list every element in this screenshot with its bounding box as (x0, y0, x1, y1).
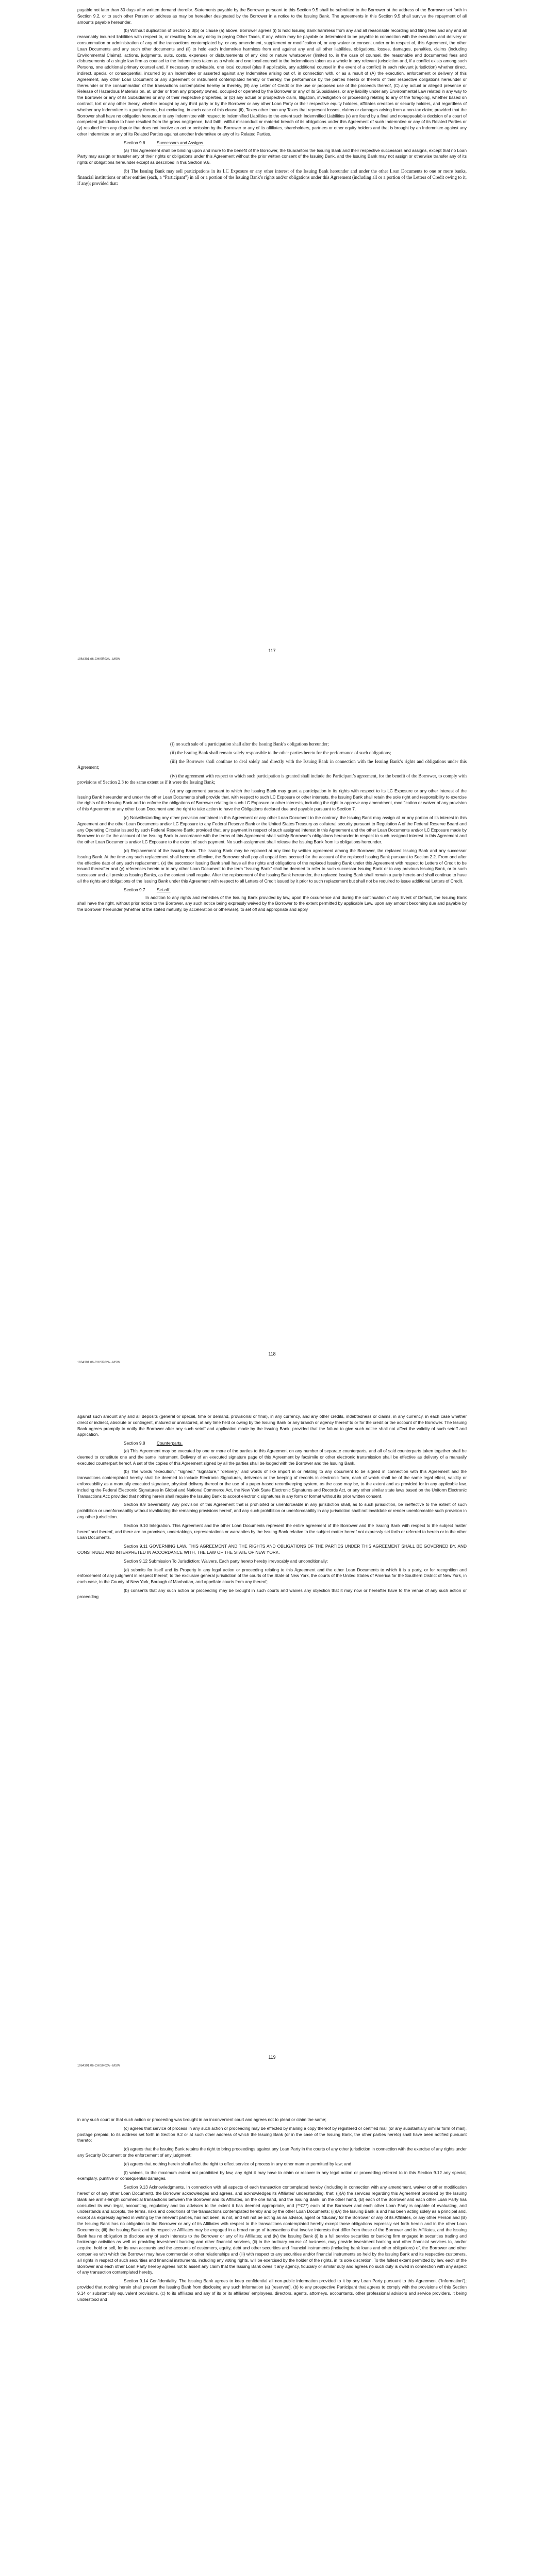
page-120 (0, 2110, 544, 2576)
page-number: 118 (268, 1351, 276, 1357)
paragraph: (i) no such sale of a participation shall alter the Issuing Bank’s obligations hereunder; (170, 741, 329, 747)
paragraph: (v) any agreement pursuant to which the Issuing Bank may grant a participation in its rights with respect to its LC Exposure or any other interest of the Issuing Bank hereunder and under the other Loan Documents shall provide that, with respect to such LC Exposure or other interests, the Issuing Bank shall retain the sole right and responsibility to exercise the rights of the Issuing Bank and to enforce the obligations of Borrower relating to such LC Exposure or other interests, including the right to approve any amendment, modification or waiver of any provision of this Agreement or any other Loan Document and the right to take action to have the Obligations declared due and payable pursuant to Section 7. (77, 788, 467, 812)
paragraph: (d) Replacement of the Issuing Bank. The Issuing Bank may be replaced at any time by written agreement among the Borrower, the replaced Issuing Bank and any successor Issuing Bank. At the time any such replacement shall become effective, the Borrower shall pay all unpaid fees accrued for the account of the replaced Issuing Bank pursuant to Section 2.2. From and after the effective date of any such replacement, (x) the successor Issuing Bank shall have all the rights and obligations of the replaced Issuing Bank under this Agreement with respect to Letters of Credit to be issued thereafter and (y) references herein or in any other Loan Document to the term “Issuing Bank” shall be deemed to refer to such successor Issuing Bank or to any previous Issuing Bank, or to such successor and all previous Issuing Banks, as the context shall require. After the replacement of the Issuing Bank hereunder, the replaced Issuing Bank shall remain a party hereto and shall continue to have all the rights and obligations of the Issuing Bank under this Agreement with respect to all Letters of Credit issued by it prior to such replacement but shall not be required to issue additional Letters of Credit. (77, 848, 467, 884)
paragraph: Section 9.10 Integration. This Agreement and the other Loan Documents represent the entire agreement of the Borrower and the Issuing Bank with respect to the subject matter hereof and thereof, and there are no promises, undertakings, representations or warranties by the Issuing Bank relative to the subject matter hereof not expressly set forth or referred to herein or in the other Loan Documents. (77, 1522, 467, 1540)
page-119 (0, 1406, 544, 2110)
paragraph: Section 9.12 Submission To Jurisdiction; Waivers. Each party hereto hereby irrevocably and unconditionally: (124, 1558, 328, 1564)
paragraph: (c) agrees that service of process in any such action or proceeding may be effected by mailing a copy thereof by registered or certified mail (or any substantially similar form of mail), postage prepaid, to its address set forth in Section 9.2 or at such other address of which the Issuing Bank (or in the case of the Issuing Bank, the other parties hereto) shall have been notified pursuant thereto; (77, 2125, 467, 2143)
paragraph: Section 9.14 Confidentiality. The Issuing Bank agrees to keep confidential all non-public information provided to it by any Loan Party pursuant to this Agreement (“Information”); provided that nothing herein shall prevent the Issuing Bank from disclosing any such Information (a) [reserved], (b) to any prospective Participant that agrees to comply with the provisions of this Section 9.14 or substantially equivalent provisions, (c) to its affiliates and any of its or its affiliates’ employees, directors, agents, attorneys, accountants, other professional advisors and service providers, it being understood and (77, 2278, 467, 2302)
paragraph: (a) This Agreement shall be binding upon and inure to the benefit of the Borrower, the Guarantors the Issuing Bank and their respective successors and assigns, except that no Loan Party may assign or transfer any of their rights or obligations under this Agreement without the prior written consent of the Issuing Bank, and the Issuing Bank may not assign or otherwise transfer any of its rights or obligations hereunder except as described in this Section 9.6. (77, 147, 467, 165)
paragraph: (b) The Issuing Bank may sell participations in its LC Exposure or any other interest of the Issuing Bank hereunder and under the other Loan Documents to one or more banks, financial institutions or other entities (each, a “Participant”) in all or a portion of the Issuing Bank’s rights and/or obligations under this Agreement (including all or a portion of the Letters of Credit owing to it, if any); provided that: (77, 168, 467, 186)
section-heading (77, 140, 467, 146)
paragraph: Section 9.13 Acknowledgments. In connection with all aspects of each transaction contemplated hereby (including in connection with any amendment, waiver or other modification hereof or of any other Loan Document), the Borrower acknowledges and agrees, and acknowledges its Affiliates’ understanding, that: (i)(A) the services regarding this Agreement provided by the Issuing Bank are arm’s-length commercial transactions between the Borrower and its Affiliates, on the one hand, and the Issuing Bank, on the other hand, (B) each of the Borrower and each other Loan Party has consulted its own legal, accounting, regulatory and tax advisors to the extent it has deemed appropriate, and (**C**) each of the Borrower and each other Loan Party is capable of evaluating, and understands and accepts, the terms, risks and conditions of the transactions contemplated hereby and by the other Loan Documents; (ii)(A) the Issuing Bank is and has been acting solely as a principal and, except as expressly agreed in writing by the relevant parties, has not been, is not, and will not be acting as an advisor, agent or fiduciary for the Borrower or any of its Affiliates, or any other Person and (B) the Issuing Bank has no obligation to the Borrower or any of its Affiliates with respect to the transactions contemplated hereby except those obligations expressly set forth herein and in the other Loan Documents; (iii) the Issuing Bank and its respective Affiliates may be engaged in a broad range of transactions that involve interests that differ from those of the Borrower and its Affiliates, and the Issuing Bank has no obligation to disclose any of such interests to the Borrower or any of its Affiliates; and (iv) the Issuing Bank (i) is a full service securities or banking firm engaged in securities trading and brokerage activities as well as providing investment banking and other financial services, (ii) in the ordinary course of business, may provide investment banking and other financial services to, and/or acquire, hold or sell, for its own accounts and the accounts of customers, equity, debt and other securities and financial instruments (including bank loans and other obligations) of, the Borrower and other companies with which the Borrower may have commercial or other relationships and (iii) with respect to any securities and/or financial instruments so held by the Issuing Bank and its respective customers, all rights in respect of such securities and financial instruments, including any voting rights, will be exercised by the holder of the rights, in its sole discretion. To the fullest extent permitted by law, each of the Borrower and each other Loan Party hereby agrees not to assert any claim that the Issuing Bank owes it any agency, fiduciary or similar duty and agrees no such duty is owed in connection with any aspect of any transaction contemplated hereby. (77, 2184, 467, 2275)
paragraph: (c) Notwithstanding any other provision contained in this Agreement or any other Loan Document to the contrary, the Issuing Bank may assign all or any portion of its interest in this Agreement and the other Loan Documents and/or LC Exposure to any Federal Reserve Bank or the United States Treasury as collateral security pursuant to Regulation A of the Federal Reserve Board and any Operating Circular issued by such Federal Reserve Bank; provided that, any payment in respect of such assigned interest in this Agreement and the other Loan Documents and/or LC Exposure made by Borrower to or for the account of the Issuing Bank in accordance with the terms of this Agreement shall satisfy Borrower’s obligations hereunder in respect to such assigned interest in this Agreement and the other Loan Documents and/or LC Exposure to the extent of such payment. No such assignment shall release the Issuing Bank from its obligations hereunder. (77, 815, 467, 845)
paragraph: Section 9.11 GOVERNING LAW. THIS AGREEMENT AND THE RIGHTS AND OBLIGATIONS OF THE PARTIES UNDER THIS AGREEMENT SHALL BE GOVERNED BY, AND CONSTRUED AND INTERPRETED IN ACCORDANCE WITH, THE LAW OF THE STATE OF NEW YORK. (77, 1544, 467, 1555)
section-heading (77, 887, 467, 893)
paragraph: (b) The words “execution,” “signed,” “signature,” “delivery,” and words of like import in or relating to any document to be signed in connection with this Agreement and the transactions contemplated hereby shall be deemed to include Electronic Signatures, deliveries or the keeping of records in electronic form, each of which shall be of the same legal effect, validity or enforceability as a manually executed signature, physical delivery thereof or the use of a paper-based recordkeeping system, as the case may be, to the extent and as provided for in any applicable law, including the Federal Electronic Signatures in Global and National Commerce Act, the New York State Electronic Signatures and Records Act, or any other similar state laws based on the Uniform Electronic Transactions Act; provided that nothing herein shall require the Issuing Bank to accept electronic signatures in any form or format without its prior written consent. (77, 1469, 467, 1499)
document-id: 1064301.06-CHISR02A - MSW (77, 1361, 120, 1365)
page-117 (0, 0, 544, 703)
page-118 (0, 703, 544, 1406)
paragraph: (a) submits for itself and its Property in any legal action or proceeding relating to this Agreement and the other Loan Documents to which it is a party, or for recognition and enforcement of any judgment in respect thereof, to the exclusive general jurisdiction of the courts of the State of New York, the courts of the United States of America for the Southern District of New York, in each case, in the County of New York, Borough of Manhattan, and appellate courts from any thereof; (77, 1567, 467, 1585)
paragraph: in any such court or that such action or proceeding was brought in an inconvenient court and agrees not to plead or claim the same; (77, 2117, 326, 2122)
section-number: Section 9.8 (124, 1440, 145, 1446)
document-id: 1064301.06-CHISR02A - MSW (77, 658, 120, 662)
page-number: 119 (268, 2055, 276, 2060)
paragraph: (a) This Agreement may be executed by one or more of the parties to this Agreement on any number of separate counterparts, and all of said counterparts taken together shall be deemed to constitute one and the same instrument. Delivery of an executed signature page of this Agreement by facsimile or other electronic transmission shall be effective as delivery of a manually executed counterpart hereof. A set of the copies of this Agreement signed by all the parties shall be lodged with the Borrower and the Issuing Bank. (77, 1448, 467, 1466)
paragraph: payable not later than 30 days after written demand therefor. Statements payable by the Borrower pursuant to this Section 9.5 shall be submitted to the Borrower at the address of the Borrower set forth in Section 9.2, or to such other Person or address as may be hereafter designated by the Borrower in a notice to the Issuing Bank. The agreements in this Section 9.5 shall survive the repayment of all amounts payable hereunder. (77, 7, 467, 25)
paragraph: (iii) the Borrower shall continue to deal solely and directly with the Issuing Bank in connection with the Issuing Bank’s rights and obligations under this Agreement; (77, 758, 467, 770)
paragraph: (b) Without duplication of Section 2.3(b) or clause (a) above, Borrower agrees (i) to hold Issuing Bank harmless from any and all reasonable recording and filing fees and any and all reasonably incurred liabilities with respect to, or resulting from any delay in paying Other Taxes, if any, which may be payable or determined to be payable in connection with the execution and delivery or consummation or administration of any of the transactions contemplated by, or any amendment, supplement or modification of, or any waiver or consent under or in respect of, this Agreement, the other Loan Documents and any such other documents and (ii) to hold each Indemnitee harmless from and against any and all other liabilities, obligations, losses, damages, penalties, claims (including Environmental Claims), actions, judgments, suits, costs, expenses or disbursements of any kind or nature whatsoever (limited to, in the case of counsel, the reasonable and documented fees and disbursements of a single law firm as counsel to the Indemnitees taken as a whole and one local counsel to the Indemnitees taken as a whole in any relevant jurisdiction and, if a conflict exists among such Persons, one additional primary counsel and, if necessary or advisable, one local counsel (plus if applicable, any additional counsel in the event of a conflict) in each relevant jurisdiction) whether direct, indirect, special or consequential, incurred by an Indemnitee or asserted against any Indemnitee arising out of, in connection with, or as a result of (A) the execution, enforcement or delivery of this Agreement, any other Loan Document or any agreement or instrument contemplated hereby or thereby, the performance by the parties hereto or thereto of their respective obligations hereunder or thereunder or the consummation of the transactions contemplated hereby or thereby, (B) any Letter of Credit or the use or proposed use of the proceeds thereof, (C) any actual or alleged presence or Release of Hazardous Materials on, at, under or from any property owned, occupied or operated by the Borrower or any of its Subsidiaries, or any liability under any Environmental Law related in any way to the Borrower or any of its Subsidiaries or any of their respective properties, or (D) any actual or prospective claim, litigation, investigation or proceeding relating to any of the foregoing, whether based on contract, tort or any other theory, whether brought by any third party or by the Borrower or any other Loan Party or their respective equity holders, affiliates creditors or security holders, and regardless of whether any Indemnitee is a party thereto, but excluding, in each case of this clause (ii), Taxes other than any Taxes that represent losses, claims or damages arising from a non-tax claim; provided that the Borrower shall have no obligation hereunder to any Indemnitee with respect to Indemnified Liabilities to the extent such Indemnified Liabilities (x) are found by a final and nonappealable decision of a court of competent jurisdiction to have resulted from the gross negligence, bad faith, willful misconduct or material breach of its obligations under this Agreement of such Indemnitee or any of its Related Parties or (y) resulted from any dispute that does not involve an act or omission by the Borrower or any of its affiliates, shareholders, partners or other equity holders and that is brought by an Indemnitee against any other Indemnitee or any of its Related Parties against another Indemnitee or any of its Related Parties. (77, 28, 467, 137)
paragraph: Section 9.9 Severability. Any provision of this Agreement that is prohibited or unenforceable in any jurisdiction shall, as to such jurisdiction, be ineffective to the extent of such prohibition or unenforceability without invalidating the remaining provisions hereof, and any such prohibition or unenforceability in any jurisdiction shall not invalidate or render unenforceable such provision in any other jurisdiction. (77, 1502, 467, 1519)
paragraph: (f) waives, to the maximum extent not prohibited by law, any right it may have to claim or recover in any legal action or proceeding referred to in this Section 9.12 any special, exemplary, punitive or consequential damages. (77, 2170, 467, 2181)
page-number: 117 (268, 648, 276, 654)
section-number: Section 9.6 (124, 140, 145, 145)
section-heading (77, 1440, 467, 1447)
paragraph: against such amount any and all deposits (general or special, time or demand, provisional or final), in any currency, and any other credits, indebtedness or claims, in any currency, in each case whether direct or indirect, absolute or contingent, matured or unmatured, at any time held or owing by the Issuing Bank or any branch or agency thereof to or for the credit or the account of the Borrower. The Issuing Bank agrees promptly to notify the Borrower after any such setoff and application made by the Issuing Bank; provided that the failure to give such notice shall not affect the validity of such setoff and application. (77, 1414, 467, 1437)
paragraph: (e) agrees that nothing herein shall affect the right to effect service of process in any other manner permitted by law; and (124, 2161, 352, 2166)
section-title: Successors and Assigns. (156, 140, 205, 145)
section-number: Section 9.7 (124, 887, 145, 892)
section-title: Set-off. (156, 887, 171, 892)
paragraph: (iv) the agreement with respect to which such participation is granted shall include the Participant’s agreement, for the benefit of the Borrower, to comply with provisions of Section 2.3 to the same extent as if it were the Issuing Bank; (77, 773, 467, 785)
document-id: 1064301.06-CHISR02A - MSW (77, 2064, 120, 2068)
paragraph: (ii) the Issuing Bank shall remain solely responsible to the other parties hereto for the performance of such obligations; (170, 750, 391, 755)
paragraph: (d) agrees that the Issuing Bank retains the right to bring proceedings against any Loan Party in the courts of any other jurisdiction in connection with the exercise of any rights under any Security Document or the enforcement of any judgment; (77, 2146, 467, 2158)
paragraph: In addition to any rights and remedies of the Issuing Bank provided by law, upon the occurrence and during the continuation of any Event of Default, the Issuing Bank shall have the right, without prior notice to the Borrower, any such notice being expressly waived by the Borrower to the extent permitted by applicable Law, upon any amount becoming due and payable by the Borrower hereunder (whether at the stated maturity, by acceleration or otherwise), to set off and appropriate and apply (77, 894, 467, 912)
paragraph: (b) consents that any such action or proceeding may be brought in such courts and waives any objection that it may now or hereafter have to the venue of any such action or proceeding (77, 1587, 467, 1599)
section-title: Counterparts. (156, 1440, 183, 1446)
